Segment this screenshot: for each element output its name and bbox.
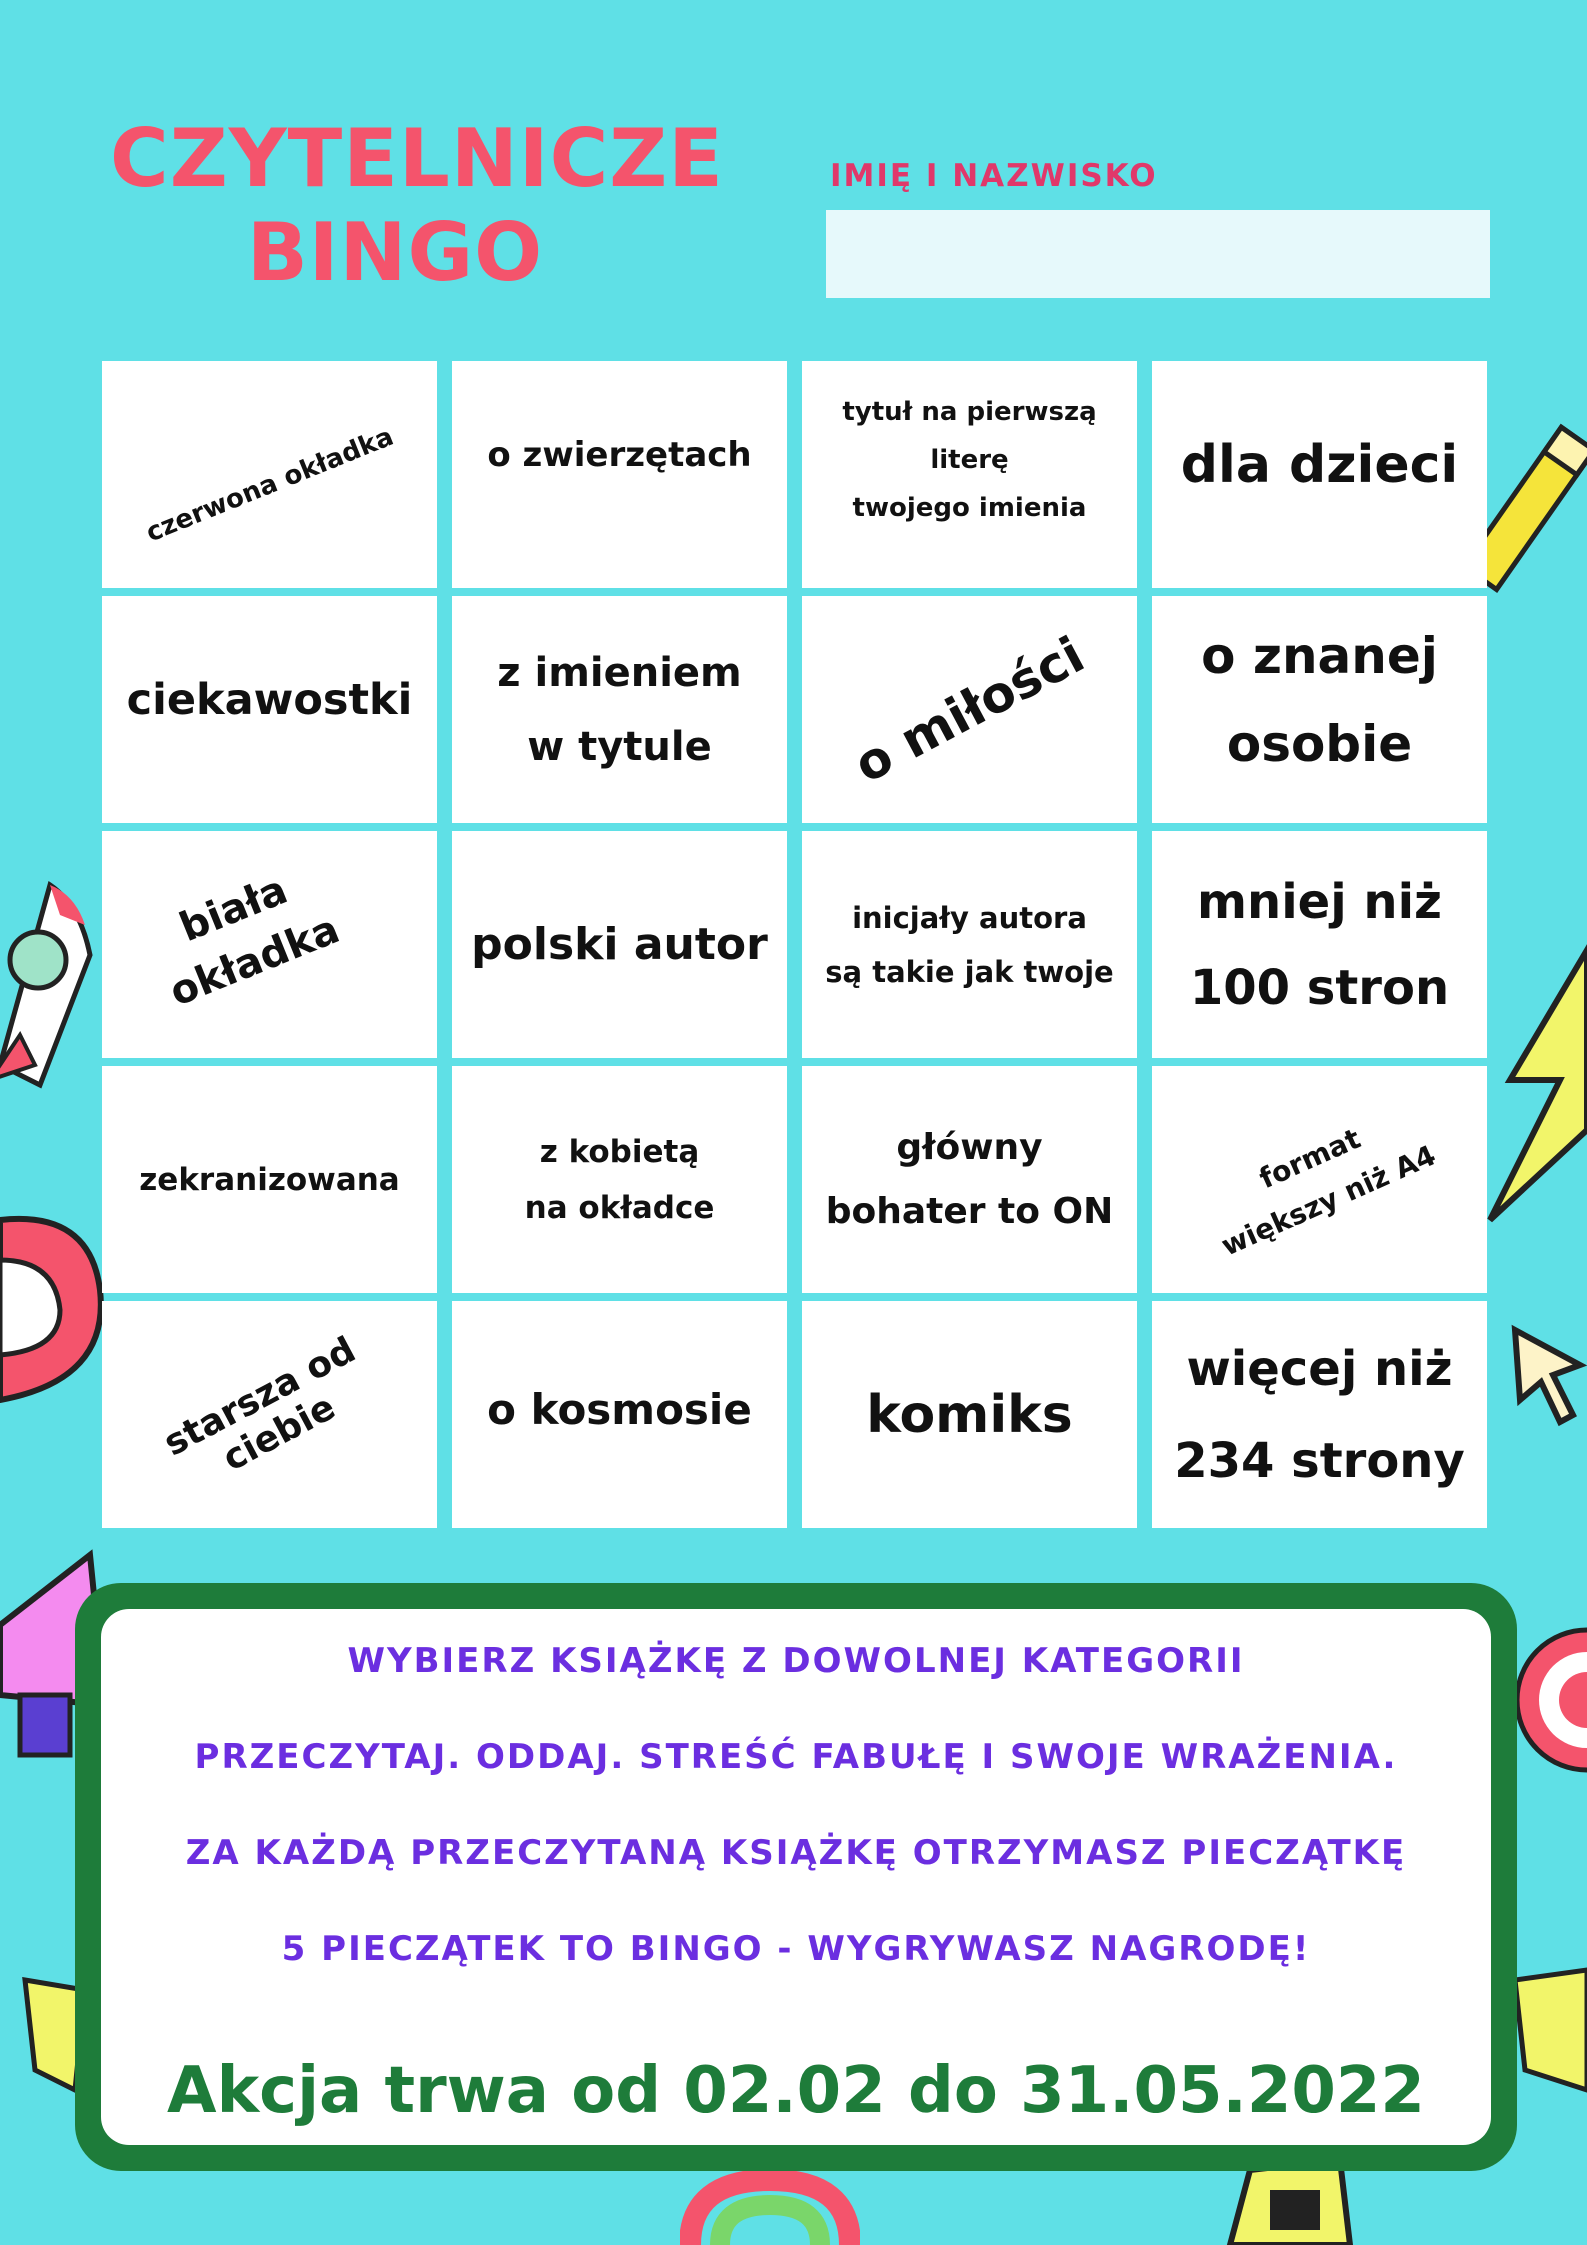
cell-label: z kobietą na okładce bbox=[524, 1133, 715, 1226]
cell-label: z imieniem w tytule bbox=[497, 649, 742, 770]
cell-label: biała okładka bbox=[163, 866, 347, 1016]
bingo-cell[interactable] bbox=[802, 596, 1137, 823]
bingo-cell[interactable] bbox=[102, 1301, 437, 1528]
bingo-cell[interactable] bbox=[1152, 1301, 1487, 1528]
bingo-cell[interactable] bbox=[102, 361, 437, 588]
lightning-icon bbox=[1470, 930, 1587, 1230]
bingo-grid bbox=[102, 361, 1487, 1528]
pencil-icon bbox=[1480, 420, 1587, 610]
rule-line: 5 PIECZĄTEK TO BINGO - WYGRYWASZ NAGRODĘ! bbox=[281, 1929, 1311, 1969]
page-title bbox=[110, 112, 724, 300]
cell-label: główny bohater to ON bbox=[825, 1126, 1114, 1232]
title-line-1: CZYTELNICZE bbox=[110, 112, 724, 205]
bingo-cell[interactable] bbox=[1152, 831, 1487, 1058]
cell-label: o znanej osobie bbox=[1201, 626, 1438, 773]
cell-label: więcej niż 234 strony bbox=[1174, 1340, 1465, 1489]
trophy-icon bbox=[1515, 1960, 1587, 2100]
rule-line: WYBIERZ KSIĄŻKĘ Z DOWOLNEJ KATEGORII bbox=[347, 1641, 1245, 1681]
name-input[interactable] bbox=[826, 210, 1490, 298]
bingo-cell[interactable] bbox=[1152, 361, 1487, 588]
cell-label: o kosmosie bbox=[487, 1385, 752, 1434]
cell-label: tytuł na pierwszą literę twojego imienia bbox=[842, 396, 1097, 523]
cell-label: ciekawostki bbox=[126, 674, 413, 725]
cell-label: format większy niż A4 bbox=[1216, 1121, 1441, 1263]
rule-line: PRZECZYTAJ. ODDAJ. STREŚĆ FABUŁĘ I SWOJE WRAŻENIA. bbox=[194, 1737, 1398, 1777]
bingo-cell[interactable] bbox=[802, 831, 1137, 1058]
bingo-cell[interactable] bbox=[452, 1066, 787, 1293]
name-label: IMIĘ I NAZWISKO bbox=[830, 158, 1158, 194]
bingo-cell[interactable] bbox=[452, 596, 787, 823]
cell-label: dla dzieci bbox=[1180, 434, 1459, 495]
bingo-cell[interactable] bbox=[802, 1301, 1137, 1528]
bingo-cell[interactable] bbox=[1152, 1066, 1487, 1293]
cell-label: o miłości bbox=[845, 625, 1094, 794]
cursor-icon bbox=[1505, 1320, 1587, 1430]
cell-label: komiks bbox=[866, 1384, 1073, 1445]
bingo-cell[interactable] bbox=[102, 596, 437, 823]
bingo-cell[interactable] bbox=[102, 1066, 437, 1293]
bingo-cell[interactable] bbox=[1152, 596, 1487, 823]
title-line-2: BINGO bbox=[246, 206, 544, 299]
cell-label: polski autor bbox=[471, 919, 768, 970]
cell-label: zekranizowana bbox=[139, 1161, 400, 1198]
bingo-cell[interactable] bbox=[452, 361, 787, 588]
cell-label: o zwierzętach bbox=[487, 434, 752, 475]
bingo-cell[interactable] bbox=[452, 1301, 787, 1528]
cell-label: mniej niż 100 stron bbox=[1189, 873, 1450, 1016]
rainbow-icon bbox=[680, 2160, 860, 2245]
bingo-cell[interactable] bbox=[802, 1066, 1137, 1293]
cell-label: starsza od ciebie bbox=[157, 1328, 363, 1480]
boom-sticker bbox=[0, 1200, 110, 1420]
target-icon bbox=[1515, 1600, 1587, 1800]
rule-line: ZA KAŻDĄ PRZECZYTANĄ KSIĄŻKĘ OTRZYMASZ PIECZĄTKĘ bbox=[185, 1833, 1407, 1873]
bingo-cell[interactable] bbox=[102, 831, 437, 1058]
cell-label: inicjały autora są takie jak twoje bbox=[825, 900, 1114, 989]
cell-label: czerwona okładka bbox=[141, 421, 398, 548]
bingo-cell[interactable] bbox=[452, 831, 787, 1058]
action-dates: Akcja trwa od 02.02 do 31.05.2022 bbox=[167, 2054, 1425, 2128]
rules-box bbox=[75, 1583, 1517, 2171]
bingo-cell[interactable] bbox=[802, 361, 1137, 588]
rules-box-inner bbox=[101, 1609, 1491, 2145]
